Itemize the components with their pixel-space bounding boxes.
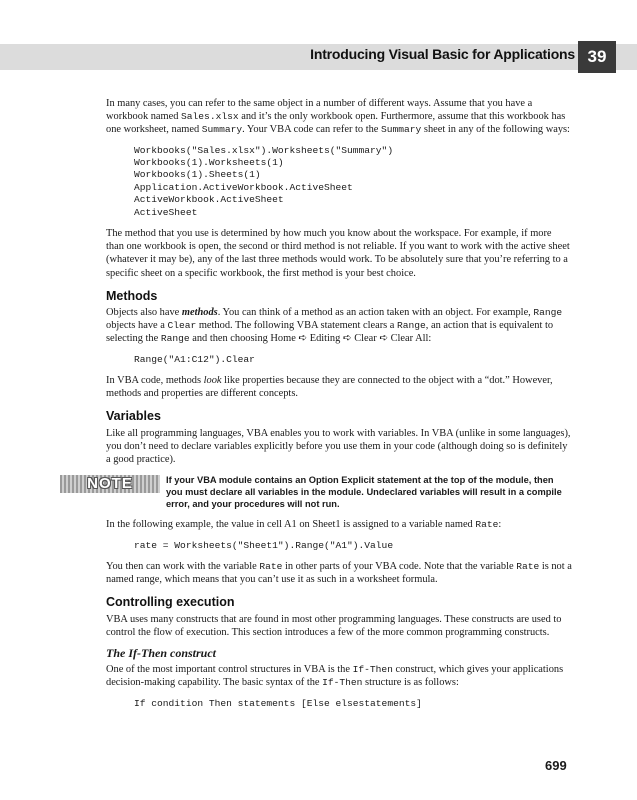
code-listing-if-syntax: If condition Then statements [Else elsestatements] xyxy=(134,697,422,709)
section-heading-variables: Variables xyxy=(106,409,161,424)
page-number: 699 xyxy=(545,758,567,773)
variables-paragraph-1: Like all programming languages, VBA enables you to work with variables. In VBA (unlike in some languages), you don’t need to declare variables explicitly before you use them in your code (although doing so is definitely a good practice). xyxy=(106,427,571,466)
intro-paragraph-2: The method that you use is determined by how much you know about the workspace. For example, if more than one workbook is open, the second or third method is not reliable. If you want to work with the active sheet (whatever it may be), any of the last three methods would work. To be absolutely sure that you’re referring to a specific sheet on a specific workbook, the first method is your best choice. xyxy=(106,228,570,279)
note-callout xyxy=(87,474,572,510)
controlling-paragraph-1: VBA uses many constructs that are found in most other programming languages. These constructs are used to control the flow of execution. This section introduces a few of the more common programming constructs. xyxy=(106,613,562,638)
page-body xyxy=(87,97,572,718)
code-listing-rate: rate = Worksheets("Sheet1").Range("A1").Value xyxy=(134,539,394,551)
chapter-number-badge: 39 xyxy=(578,41,616,73)
ifthen-paragraph-1: One of the most important control structures in VBA is the If-Then construct, which gives your applications decision-making capability. The basic syntax of the If-Then structure is as follows: xyxy=(106,664,564,689)
section-heading-controlling-execution: Controlling execution xyxy=(106,595,235,610)
code-listing-references: Workbooks("Sales.xlsx").Worksheets("Summary") Workbooks(1).Worksheets(1) Workbooks(1).Sheets(1) Application.ActiveWorkbook.ActiveSheet ActiveWorkbook.ActiveSheet ActiveSheet xyxy=(134,144,394,218)
intro-paragraph-1: In many cases, you can refer to the same object in a number of different ways. Assume that you have a workbook named Sales.xlsx and it’s the only workbook open. Furthermore, assume that this workbook has one worksheet, named Summary. Your VBA code can refer to the Summary sheet in any of the following ways: xyxy=(106,98,570,136)
note-text: If your VBA module contains an Option Explicit statement at the top of the module, then you must declare all variables in the module. Undeclared variables will result in a compile error, and your procedures will not run. xyxy=(166,475,562,510)
methods-paragraph-2: In VBA code, methods look like properties because they are connected to the object with a “dot.” However, methods and properties are different concepts. xyxy=(106,375,553,400)
methods-paragraph-1: Objects also have methods. You can think of a method as an action taken with an object. For example, Range objects have a Clear method. The following VBA statement clears a Range, an action that is equivalent to selecting the Range and then choosing Home ➪ Editing ➪ Clear ➪ Clear All: xyxy=(106,307,563,345)
note-icon: NOTE xyxy=(60,475,160,493)
variables-paragraph-2: In the following example, the value in cell A1 on Sheet1 is assigned to a variable named Rate: xyxy=(106,519,502,531)
running-header-title: Introducing Visual Basic for Applications xyxy=(310,46,575,62)
code-listing-clear: Range("A1:C12").Clear xyxy=(134,353,255,365)
variables-paragraph-3: You then can work with the variable Rate in other parts of your VBA code. Note that the variable Rate is not a named range, which means that you can’t use it as such in a worksheet formula. xyxy=(106,560,572,586)
section-heading-methods: Methods xyxy=(106,288,158,303)
subsection-heading-if-then: The If-Then construct xyxy=(106,645,217,660)
